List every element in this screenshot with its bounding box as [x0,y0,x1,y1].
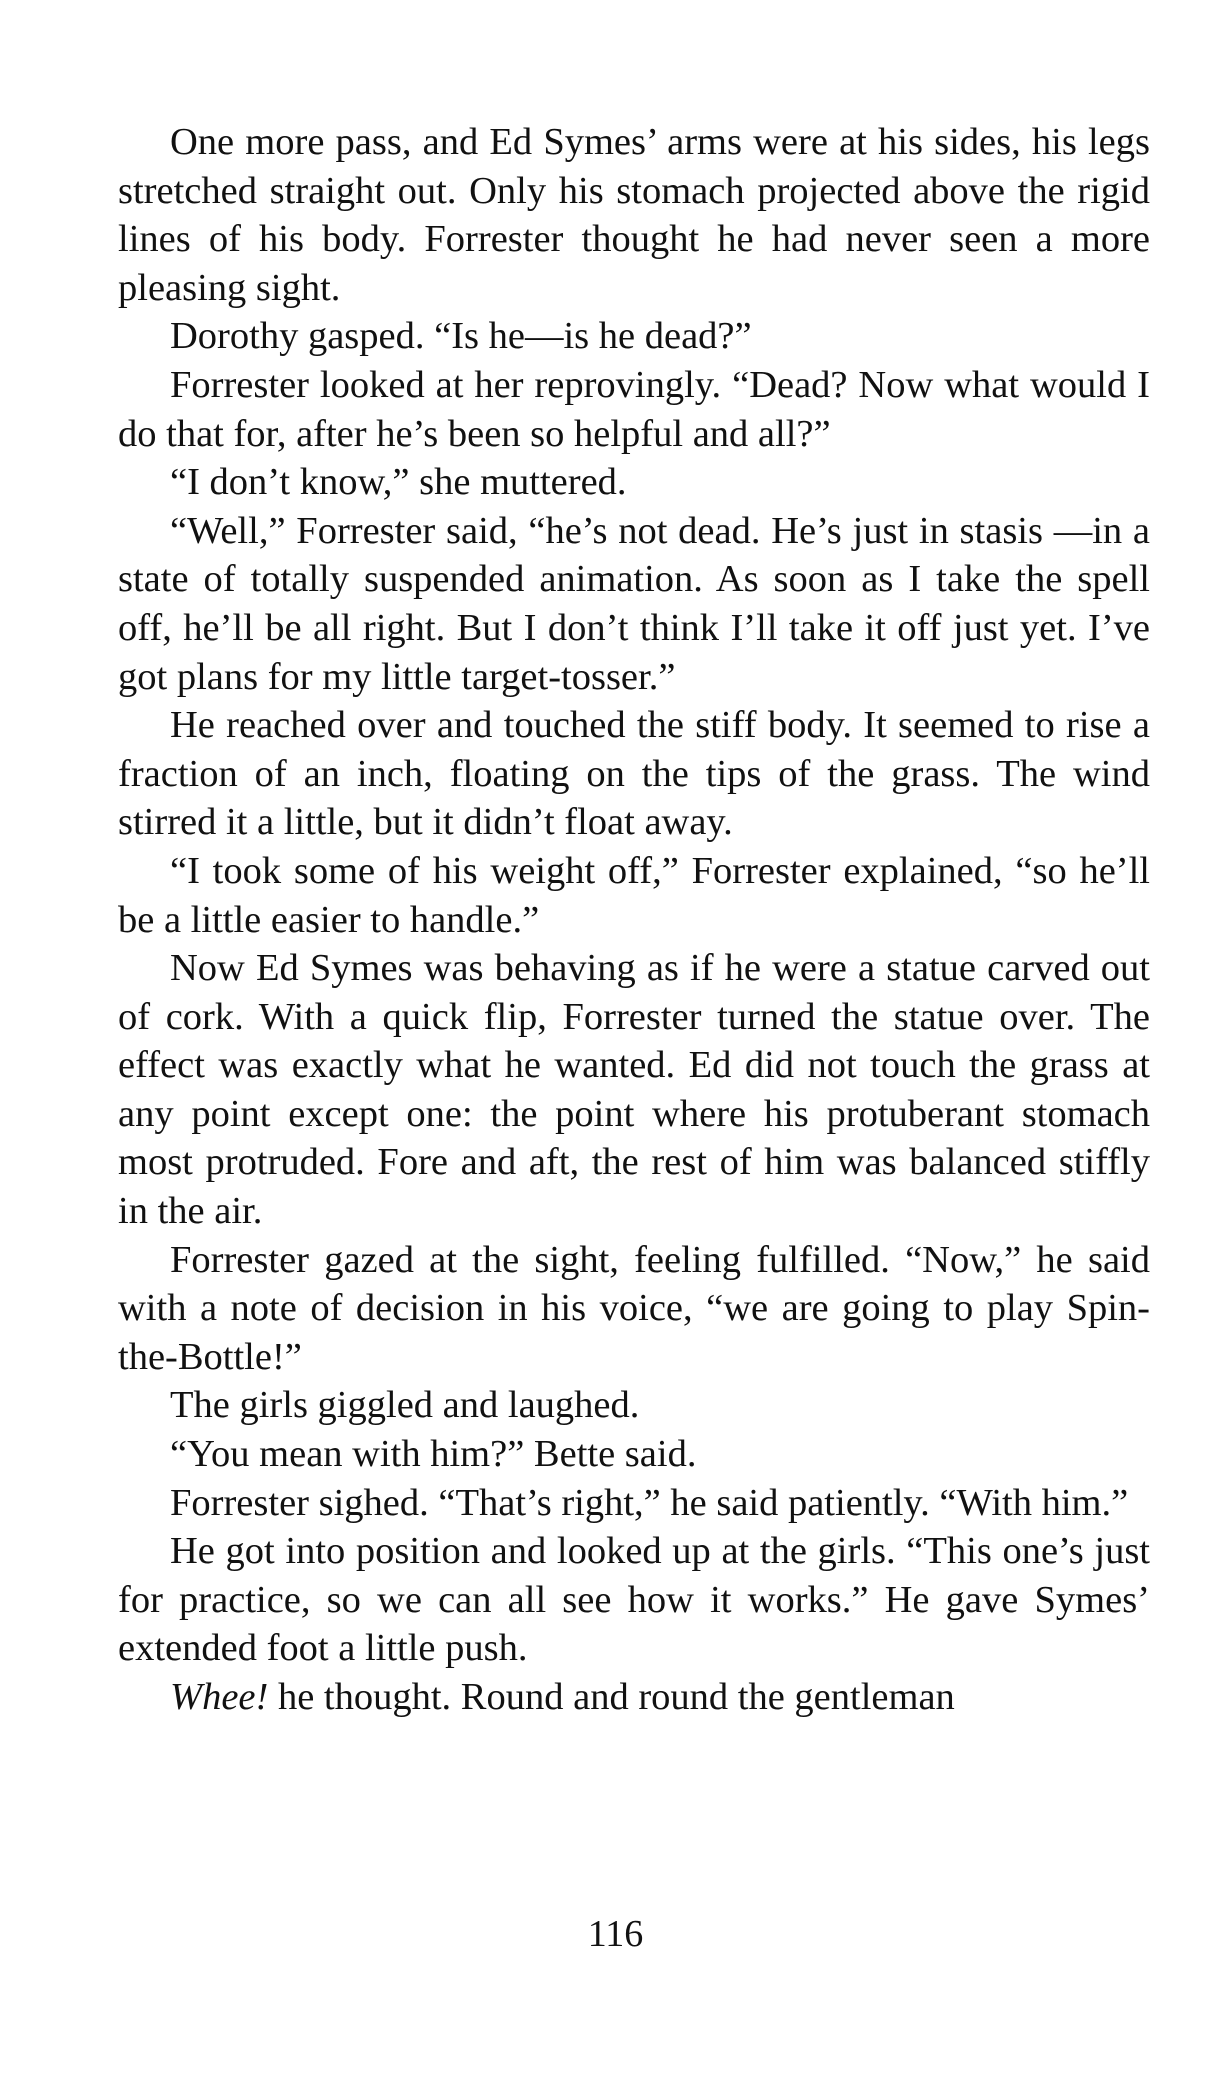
paragraph: He got into position and looked up at the girls. “This one’s just for practice, so we can all see how it works.” He gave Symes’ extended foot a little push. [118,1530,1150,1670]
paragraph: “Well,” Forrester said, “he’s not dead. He’s just in stasis —in a state of totally suspended animation. As soon as I take the spell off, he’ll be all right. But I don’t think I’ll take it off just yet. I’ve got plans for my little target-tosser.” [118,509,1150,698]
page-number: 116 [587,1913,644,1955]
paragraph-text: he thought. Round and round the gentleman [268,1676,955,1718]
body-text [118,118,1150,1722]
paragraph: “I don’t know,” she muttered. [170,461,627,504]
last-paragraph [118,1673,1150,1722]
paragraph: Now Ed Symes was behaving as if he were a statue carved out of cork. With a quick flip, Forrester turned the statue over. The effect was exactly what he wanted. Ed did not touch the grass at any point except one: the point where his protuberant stomach most protruded. Fore and aft, the rest of him was balanced stiffly in the air. [118,947,1150,1233]
emphasis-text: Whee! [170,1676,269,1718]
paragraph: He reached over and touched the stiff body. It seemed to rise a fraction of an inch, floating on the tips of the grass. The wind stirred it a little, but it didn’t float away. [118,704,1150,844]
paragraph: The girls giggled and laughed. [170,1384,640,1427]
paragraph: Forrester sighed. “That’s right,” he said patiently. “With him.” [170,1481,1129,1524]
paragraph: Forrester gazed at the sight, feeling fulfilled. “Now,” he said with a note of decision in his voice, “we are going to play Spin-the-Bottle!” [118,1238,1150,1378]
paragraph: “I took some of his weight off,” Forrester explained, “so he’ll be a little easier to handle.” [118,849,1150,941]
paragraph: Forrester looked at her reprovingly. “Dead? Now what would I do that for, after he’s been so helpful and all?” [118,363,1150,455]
paragraph: Dorothy gasped. “Is he—is he dead?” [170,315,752,358]
paragraph: “You mean with him?” Bette said. [170,1433,697,1476]
paragraph: One more pass, and Ed Symes’ arms were at his sides, his legs stretched straight out. Only his stomach projected above the rigid lines of his body. Forrester thought he had never seen a more pleasing sight. [118,121,1150,309]
